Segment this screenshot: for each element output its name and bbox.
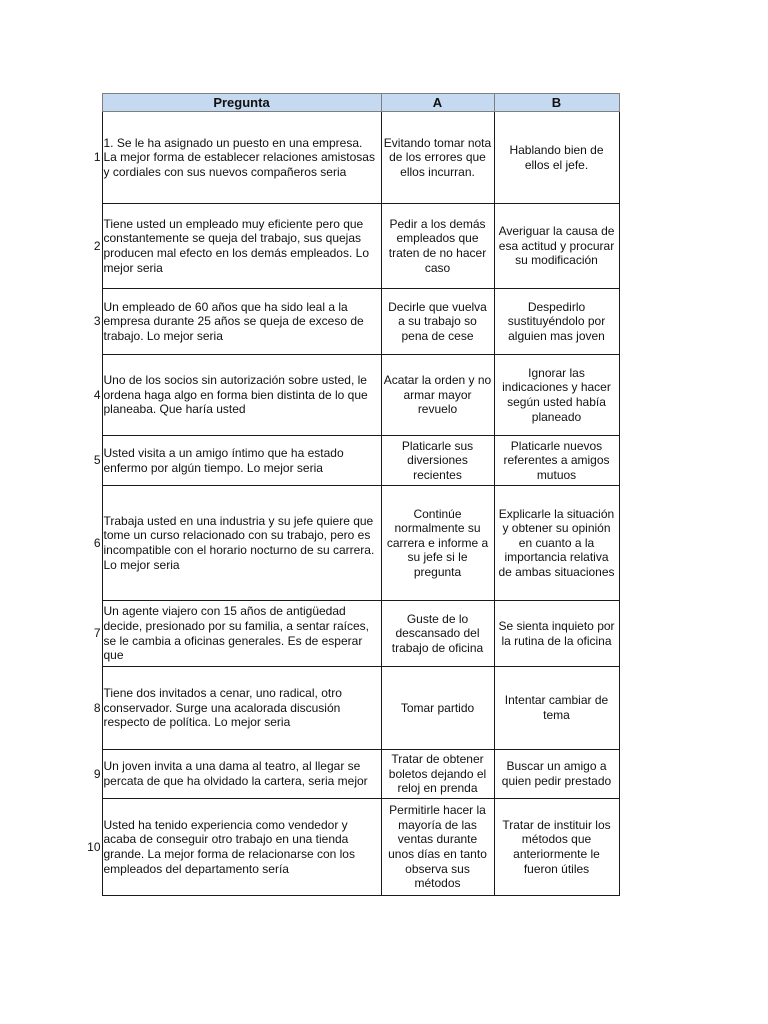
question-text: Usted visita a un amigo íntimo que ha estado enfermo por algún tiempo. Lo mejor seria bbox=[102, 436, 381, 486]
questionnaire-table bbox=[86, 93, 620, 896]
option-a-text: Evitando tomar nota de los errores que ellos incurran. bbox=[381, 112, 494, 204]
question-text: Tiene usted un empleado muy eficiente pero que constantemente se queja del trabajo, sus quejas producen mal efecto en los demás empleados. Lo mejor seria bbox=[102, 204, 381, 289]
header-option-b: B bbox=[494, 94, 619, 112]
question-text: Uno de los socios sin autorización sobre usted, le ordena haga algo en forma bien distinta de lo que planeaba. Que haría usted bbox=[102, 355, 381, 436]
row-number: 6 bbox=[93, 535, 101, 550]
header-row bbox=[86, 94, 619, 112]
option-b-text: Platicarle nuevos referentes a amigos mutuos bbox=[494, 436, 619, 486]
question-text: Un empleado de 60 años que ha sido leal a la empresa durante 25 años se queja de exceso de trabajo. Lo mejor seria bbox=[102, 289, 381, 355]
row-number: 3 bbox=[93, 314, 101, 329]
option-b-text: Averiguar la causa de esa actitud y procurar su modificación bbox=[494, 204, 619, 289]
question-text: Un joven invita a una dama al teatro, al llegar se percata de que ha olvidado la cartera, seria mejor bbox=[102, 750, 381, 799]
question-text: 1. Se le ha asignado un puesto en una empresa. La mejor forma de establecer relaciones amistosas y cordiales con sus nuevos compañeros seria bbox=[102, 112, 381, 204]
option-a-text: Platicarle sus diversiones recientes bbox=[381, 436, 494, 486]
option-b-text: Se sienta inquieto por la rutina de la oficina bbox=[494, 601, 619, 667]
option-b-text: Intentar cambiar de tema bbox=[494, 667, 619, 750]
option-a-text: Continúe normalmente su carrera e informe a su jefe si le pregunta bbox=[381, 486, 494, 601]
row-number: 2 bbox=[93, 238, 101, 253]
option-a-text: Tomar partido bbox=[381, 667, 494, 750]
table-row bbox=[86, 112, 619, 204]
option-b-text: Buscar un amigo a quien pedir prestado bbox=[494, 750, 619, 799]
table-row bbox=[86, 750, 619, 799]
option-b-text: Tratar de instituir los métodos que anteriormente le fueron útiles bbox=[494, 799, 619, 896]
option-a-text: Decirle que vuelva a su trabajo so pena de cese bbox=[381, 289, 494, 355]
table-row bbox=[86, 204, 619, 289]
question-text: Usted ha tenido experiencia como vendedor y acaba de conseguir otro trabajo en una tienda grande. La mejor forma de relacionarse con los empleados del departamento sería bbox=[102, 799, 381, 896]
row-number: 8 bbox=[93, 700, 101, 715]
option-b-text: Ignorar las indicaciones y hacer según usted había planeado bbox=[494, 355, 619, 436]
table-row bbox=[86, 436, 619, 486]
row-number: 7 bbox=[93, 626, 101, 641]
option-a-text: Tratar de obtener boletos dejando el reloj en prenda bbox=[381, 750, 494, 799]
option-a-text: Guste de lo descansado del trabajo de oficina bbox=[381, 601, 494, 667]
row-number: 4 bbox=[93, 387, 101, 402]
question-text: Trabaja usted en una industria y su jefe quiere que tome un curso relacionado con su trabajo, pero es incompatible con el horario nocturno de su carrera. Lo mejor seria bbox=[102, 486, 381, 601]
table-row bbox=[86, 289, 619, 355]
header-spacer bbox=[86, 94, 102, 112]
questionnaire-sheet bbox=[86, 93, 619, 896]
row-number: 10 bbox=[87, 839, 101, 854]
option-b-text: Hablando bien de ellos el jefe. bbox=[494, 112, 619, 204]
question-text: Un agente viajero con 15 años de antigüedad decide, presionado por su familia, a sentar raíces, se le cambia a oficinas generales. Es de esperar que bbox=[102, 601, 381, 667]
question-text: Tiene dos invitados a cenar, uno radical, otro conservador. Surge una acalorada discusión respecto de política. Lo mejor seria bbox=[102, 667, 381, 750]
option-a-text: Permitirle hacer la mayoría de las ventas durante unos días en tanto observa sus métodos bbox=[381, 799, 494, 896]
option-b-text: Explicarle la situación y obtener su opinión en cuanto a la importancia relativa de ambas situaciones bbox=[494, 486, 619, 601]
row-number: 9 bbox=[93, 766, 101, 781]
table-body bbox=[86, 112, 619, 896]
header-option-a: A bbox=[381, 94, 494, 112]
table-row bbox=[86, 355, 619, 436]
option-b-text: Despedirlo sustituyéndolo por alguien mas joven bbox=[494, 289, 619, 355]
table-header bbox=[86, 94, 619, 112]
table-row bbox=[86, 486, 619, 601]
row-number: 5 bbox=[93, 453, 101, 468]
table-row bbox=[86, 601, 619, 667]
table-row bbox=[86, 667, 619, 750]
table-row bbox=[86, 799, 619, 896]
header-pregunta: Pregunta bbox=[102, 94, 381, 112]
option-a-text: Pedir a los demás empleados que traten de no hacer caso bbox=[381, 204, 494, 289]
option-a-text: Acatar la orden y no armar mayor revuelo bbox=[381, 355, 494, 436]
row-number: 1 bbox=[93, 150, 101, 165]
